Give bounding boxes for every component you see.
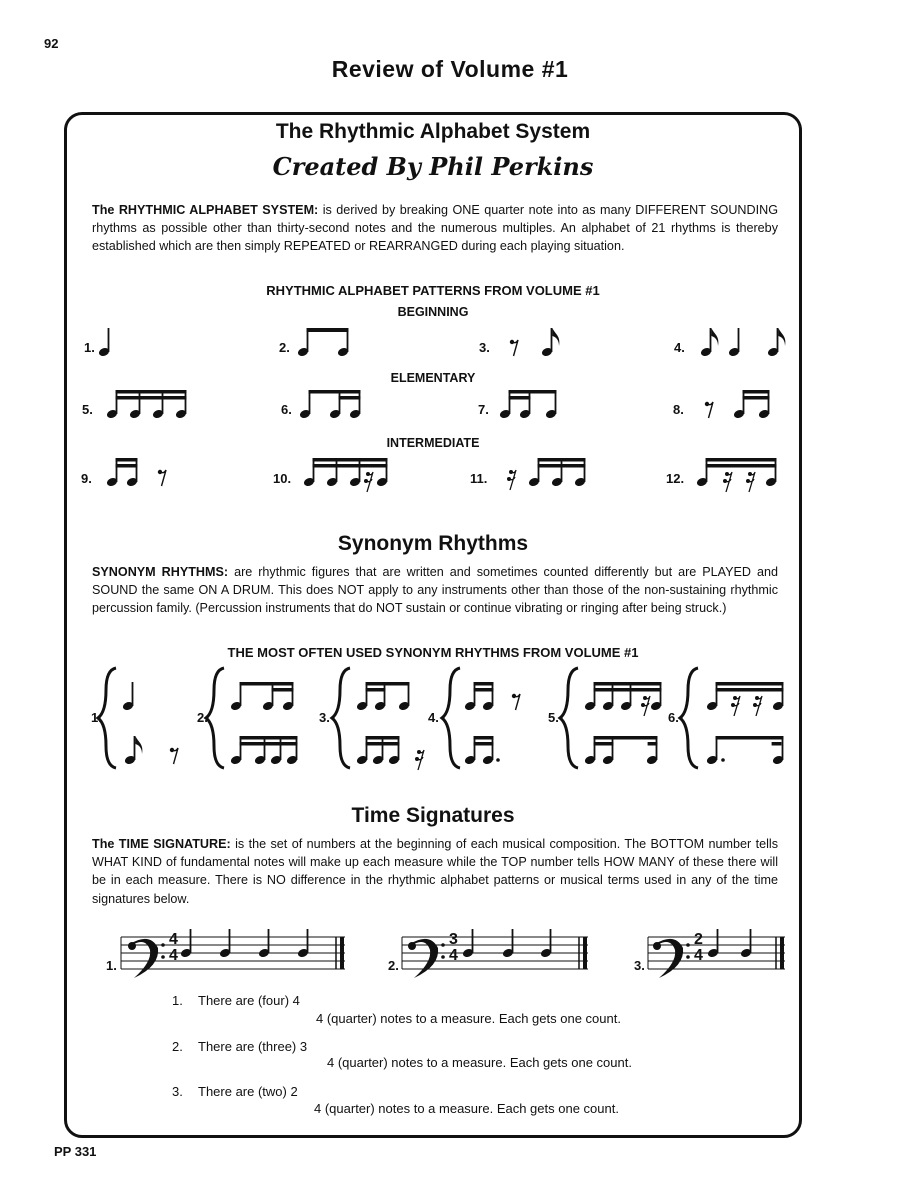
pattern-number: 11. (470, 471, 488, 486)
time-sig-title: Time Signatures (351, 804, 515, 827)
alphabet-intro-body: is derived by breaking ONE quarter note into as many DIFFERENT SOUNDING rhythms as possible other than thirty-second notes and the numerous multiples. An alphabet of 21 rhythms is thereby established which are then simply REPEATED or REARRANGED during each playing situation. (92, 203, 778, 254)
pattern-10 (303, 458, 388, 487)
explanation-2-line2: 4 (quarter) notes to a measure. Each gets one count. (327, 1055, 632, 1070)
explanation-3-line2: 4 (quarter) notes to a measure. Each gets one count. (314, 1101, 619, 1116)
explanation-2-num: 2. (172, 1039, 183, 1054)
synonym-title: Synonym Rhythms (337, 532, 529, 555)
synonym-1-top (122, 682, 134, 711)
ts-bottom: 4 (694, 947, 703, 964)
pattern-number: 2. (279, 340, 290, 355)
synonym-text (92, 563, 778, 618)
synonym-number: 2. (197, 710, 208, 725)
staff-number: 3. (634, 958, 645, 973)
pattern-8 (733, 390, 770, 419)
pattern-9 (106, 458, 138, 487)
synonym-6-bottom (706, 736, 784, 765)
synonym-number: 3. (319, 710, 330, 725)
explanation-3-num: 3. (172, 1084, 183, 1099)
explanation-3-line1: There are (two) 2 (198, 1084, 298, 1099)
pattern-5 (106, 390, 187, 419)
time-sig-text (92, 835, 778, 908)
pattern-number: 6. (281, 402, 292, 417)
synonym-6-top (706, 682, 784, 711)
page-title: Review of Volume #1 (331, 56, 569, 82)
pattern-11 (528, 458, 586, 487)
synonym-heading: THE MOST OFTEN USED SYNONYM RHYTHMS FROM VOLUME #1 (227, 645, 639, 660)
pattern-4 (700, 328, 719, 357)
synonym-5-bottom (584, 736, 658, 765)
synonym-3-top (356, 682, 410, 711)
page-number: 92 (44, 36, 59, 51)
synonym-number: 4. (428, 710, 439, 725)
synonym-3-bottom (356, 736, 400, 765)
alphabet-byline: Created By Phil Perkins (272, 152, 594, 181)
level-beginning: BEGINNING (397, 305, 469, 319)
pattern-number: 9. (81, 471, 92, 486)
explanation-1-line1: There are (four) 4 (198, 993, 300, 1008)
ts-bottom: 4 (449, 947, 458, 964)
staff-number: 2. (388, 958, 399, 973)
alphabet-intro-lead: The RHYTHMIC ALPHABET SYSTEM: (92, 203, 319, 217)
pattern-12 (696, 458, 777, 487)
pattern-3 (510, 340, 518, 356)
ts-top: 4 (169, 931, 178, 948)
patterns-heading: RHYTHMIC ALPHABET PATTERNS FROM VOLUME #1 (266, 283, 600, 298)
time-signature-1 (169, 932, 178, 964)
synonym-number: 5. (548, 710, 559, 725)
alphabet-title: The Rhythmic Alphabet System (275, 120, 591, 143)
synonym-2-bottom (230, 736, 298, 765)
synonym-lead: SYNONYM RHYTHMS: (92, 565, 229, 579)
explanation-1-num: 1. (172, 993, 183, 1008)
explanation-2-line1: There are (three) 3 (198, 1039, 308, 1054)
pattern-number: 10. (273, 471, 292, 486)
pattern-7 (499, 390, 557, 419)
pattern-6 (299, 390, 361, 419)
synonym-4-top (464, 682, 494, 711)
ts-bottom: 4 (169, 947, 178, 964)
pattern-number: 12. (666, 471, 685, 486)
staff-1-notes (180, 929, 309, 958)
pattern-number: 3. (479, 340, 490, 355)
synonym-2-top (230, 682, 294, 711)
ts-top: 2 (694, 931, 703, 948)
pattern-1 (98, 328, 110, 357)
pattern-number: 5. (82, 402, 93, 417)
time-sig-body: is the set of numbers at the beginning of each musical composition. The BOTTOM number tells WHAT KIND of fundamental notes will make up each measure while the TOP number tells HOW MANY of these there will be in each measure. There is NO difference in the rhythmic alphabet patterns or musical terms used in any of the time signatures below. (92, 837, 779, 906)
footer-code: PP 331 (54, 1144, 97, 1159)
synonym-4-bottom (464, 736, 500, 765)
pattern-number: 7. (478, 402, 489, 417)
pattern-2 (297, 328, 349, 357)
time-sig-lead: The TIME SIGNATURE: (92, 837, 231, 851)
synonym-number: 1. (91, 710, 102, 725)
level-elementary: ELEMENTARY (390, 371, 476, 385)
synonym-number: 6. (668, 710, 679, 725)
pattern-number: 1. (84, 340, 95, 355)
synonym-body: are rhythmic figures that are written and sometimes counted differently but are PLAYED and SOUND the same ON A DRUM. This does NOT apply to any instruments other than those of the non-sustaining rhythmic percussion family. (Percussion instruments that do NOT sustain or continue vibrating or ringing after being struck.) (92, 565, 779, 616)
staff-number: 1. (106, 958, 117, 973)
ts-top: 3 (449, 931, 458, 948)
pattern-number: 4. (674, 340, 685, 355)
explanation-1-line2: 4 (quarter) notes to a measure. Each gets one count. (316, 1011, 621, 1026)
synonym-5-top (584, 682, 662, 711)
staff-2-notes (462, 929, 552, 958)
time-signature-2 (449, 932, 458, 964)
pattern-number: 8. (673, 402, 684, 417)
level-intermediate: INTERMEDIATE (386, 436, 480, 450)
synonym-1-bottom (124, 736, 143, 765)
time-signature-3 (694, 932, 703, 964)
staff-3-notes (707, 929, 752, 958)
